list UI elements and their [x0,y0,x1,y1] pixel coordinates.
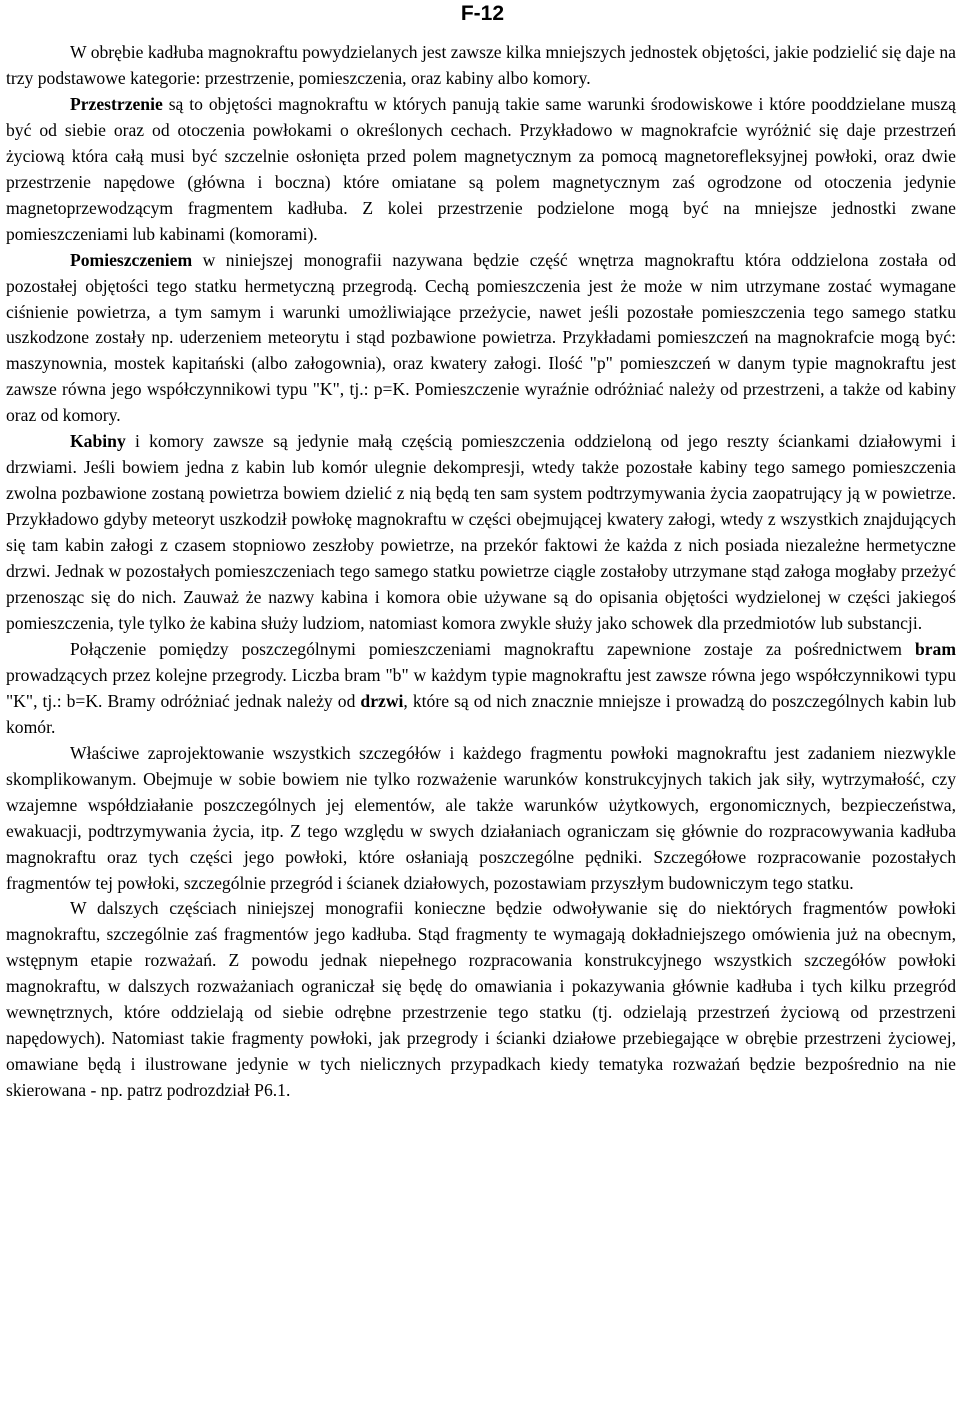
bold-term: Kabiny [70,431,126,452]
bold-term: Pomieszczeniem [70,249,193,270]
bold-term: drzwi [360,690,404,711]
text-run: prowadzących przez kolejne przegrody. Liczba bram "b" w każdym typie magnokraftu jest zawsze równa jego współczynnikowi typu "K", tj.: b=K. Bramy odróżniać jednak należy od [6,664,956,711]
text-run: Właściwe zaprojektowanie wszystkich szczegółów i każdego fragmentu powłoki magnokraftu jest zadaniem niezwykle skomplikowanym. Obejmuje w sobie bowiem nie tylko rozważenie warunków konstrukcyjnych takich jak siły, wytrzymałość, czy wzajemne współdziałanie poszczególnych jej elementów, ale także warunków użytkowych, ergonomicznych, bezpieczeństwa, ewakuacji, podtrzymywania życia, itp. Z tego względu w swych działaniach ograniczam się głównie do rozpracowywania kadłuba magnokraftu oraz tych części jego powłoki, które osłaniają poszczególne pędniki. Szczegółowe rozpracowanie pozostałych fragmentów tej powłoki, szczególnie przegród i ścianek działowych, pozostawiam przyszłym budowniczym tego statku. [6,742,956,893]
paragraph-2 [6,92,956,248]
text-run: Połączenie pomiędzy poszczególnymi pomieszczeniami magnokraftu zapewnione zostaje za pośrednictwem [70,638,915,659]
page-number: F-12 [460,2,504,25]
text-run: W dalszych częściach niniejszej monografii konieczne będzie odwoływanie się do niektórych fragmentów powłoki magnokraftu, szczególnie zaś fragmentów jego kadłuba. Stąd fragmenty te wymagają dokładniejszego omówienia już na obecnym, wstępnym etapie rozważań. Z powodu jednak niepełnego rozpracowania konstrukcyjnego wszystkich szczegółów powłoki magnokraftu, w dalszych rozważaniach ograniczał się będę do omawiania i pokazywania głównie kadłuba i tych kilku przegród wewnętrznych, które oddzielają od siebie odrębne przestrzenie tego statku (tj. odzielają przestrzeń życiową od przestrzeni napędowych). Natomiast takie fragmenty powłoki, jak przegrody i ścianki działowe przebiegające w obrębie przestrzeni życiowej, omawiane będą i ilustrowane jedynie w tych nielicznych przypadkach kiedy tematyka rozważań będzie bezpośrednio na nie skierowana - np. patrz podrozdział P6.1. [6,898,956,1101]
paragraph-1 [6,40,956,92]
paragraph-4 [6,429,956,637]
text-run: , które są od nich znacznie mniejsze i prowadzą do poszczególnych kabin lub komór. [6,690,956,737]
text-run: W obrębie kadłuba magnokraftu powydzielanych jest zawsze kilka mniejszych jednostek objętości, jakie podzielić się daje na trzy podstawowe kategorie: przestrzenie, pomieszczenia, oraz kabiny albo komory. [6,42,956,88]
paragraph-5 [6,637,956,741]
paragraph-7 [6,896,956,1104]
bold-term: Przestrzenie [70,93,163,114]
text-run: i komory zawsze są jedynie małą częścią pomieszczenia oddzieloną od jego reszty ściankami działowymi i drzwiami. Jeśli bowiem jedna z kabin lub komór ulegnie dekompresji, wtedy także pozostałe kabiny tego samego pomieszczenia zwolna pozbawione zostaną powietrza bowiem dzielić z nią będą ten sam system podtrzymywania życia zaopatrujący ją w powietrze. Przykładowo gdyby meteoryt uszkodził powłokę magnokraftu w części obejmującej kwatery załogi, wtedy z wszystkich znajdujących się tam kabin załogi z czasem stopniowo zeszłoby powietrze, na przekór faktowi że każda z nich posiada niezależne hermetyczne drzwi. Jednak w pozostałych pomieszczeniach tego samego statku powietrze ciągle zostałoby utrzymane stąd załoga mogłaby przeżyć przenosząc się do nich. Zauważ że nazwy kabina i komora obie używane są do opisania objętości wydzielonej w części jakiegoś pomieszczenia, tyle tylko że kabina służy ludziom, natomiast komora zwykle służy jako schowek dla przedmiotów lub substancji. [6,431,956,633]
document-body [6,40,956,1104]
bold-term: bram [914,638,956,659]
paragraph-6 [6,741,956,897]
text-run: są to objętości magnokraftu w których panują takie same warunki środowiskowe i które pooddzielane muszą być od siebie oraz od otoczenia powłokami o określonych cechach. Przykładowo w magnokrafcie wyróżnić się daje przestrzeń życiową która całą musi być szczelnie osłonięta przed polem magnetycznym za pomocą magnetorefleksyjnej powłoki, oraz dwie przestrzenie napędowe (główna i boczna) które omiatane są polem magnetycznym zaś ogrodzone od otoczenia jedynie magnetoprzewodzącym fragmentem kadłuba. Z kolei przestrzenie podzielone mogą być na mniejsze jednostki zwane pomieszczeniami lub kabinami (komorami). [6,93,956,244]
paragraph-3 [6,248,956,430]
text-run: w niniejszej monografii nazywana będzie część wnętrza magnokraftu która oddzielona została od pozostałej objętości tego statku hermetyczną przegrodą. Cechą pomieszczenia jest że może w nim utrzymane zostać wymagane ciśnienie powietrza, a tym samym i warunki umożliwiające przeżycie, nawet jeśli pozostałe pomieszczenia tego samego statku uszkodzone zostały np. uderzeniem meteorytu i stąd pozbawione powietrza. Przykładami pomieszczeń na magnokrafcie mogą być: maszynownia, mostek kapitański (albo załogownia), oraz kwatery załogi. Ilość "p" pomieszczeń w danym typie magnokraftu jest zawsze równa jego współczynnikowi typu "K", tj.: p=K. Pomieszczenie wyraźnie odróżniać należy od przestrzeni, a także od kabiny oraz od komory. [6,249,956,426]
